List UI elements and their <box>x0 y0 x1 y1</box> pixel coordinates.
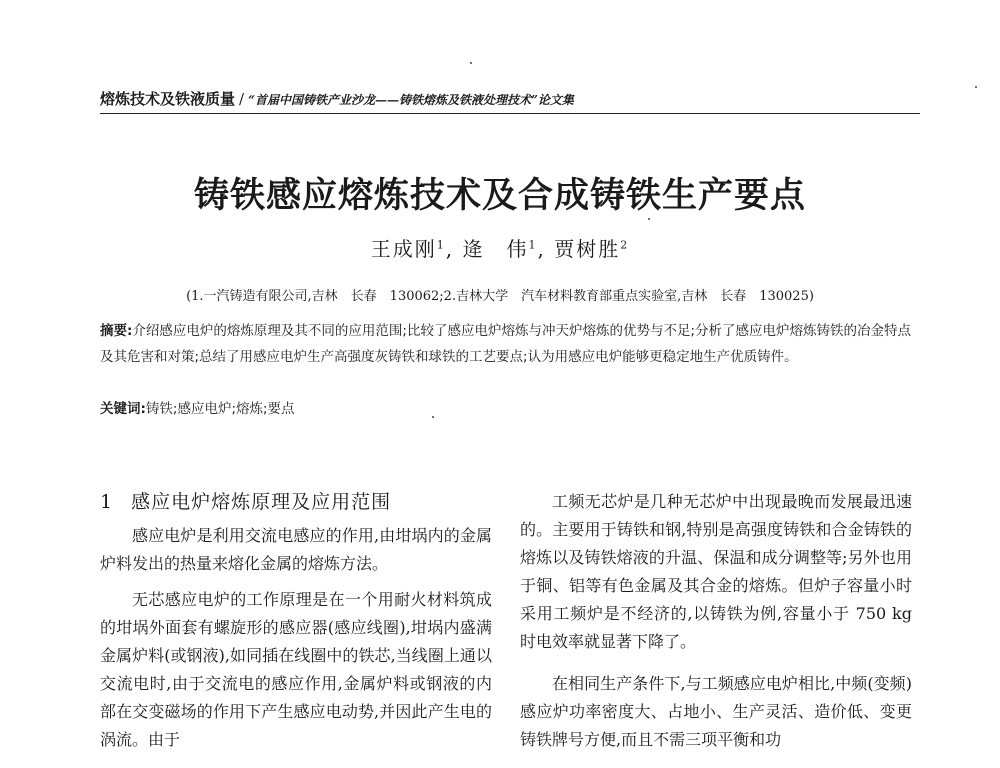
body-paragraph: 工频无芯炉是几种无芯炉中出现最晚而发展最迅速的。主要用于铸铁和钢,特别是高强度铸铁和合金铸铁的熔炼以及铸铁熔液的升温、保温和成分调整等;另外也用于铜、铝等有色金属及其合金的熔炼。但炉子容量小时采用工频炉是不经济的,以铸铁为例,容量小于 750 kg 时电效率就显著下降了。 <box>520 492 912 651</box>
abstract-text: 介绍感应电炉的熔炼原理及其不同的应用范围;比较了感应电炉熔炼与冲天炉熔炼的优势与不足;分析了感应电炉熔炼铸铁的冶金特点及其危害和对策;总结了用感应电炉生产高强度灰铸铁和球铁的工艺要点;认为用感应电炉能够更稳定地生产优质铸件。 <box>100 323 912 365</box>
scan-speck <box>432 416 434 418</box>
author-affil-mark: 1 <box>528 238 538 252</box>
scan-speck <box>975 86 977 88</box>
keywords-text: 铸铁;感应电炉;熔炼;要点 <box>145 401 295 417</box>
abstract <box>100 318 912 370</box>
abstract-label: 摘要: <box>100 323 133 339</box>
author-affil-mark: 2 <box>620 238 630 252</box>
section-title: 感应电炉熔炼原理及应用范围 <box>131 491 392 513</box>
scan-speck <box>470 62 472 64</box>
body-paragraph: 在相同生产条件下,与工频感应电炉相比,中频(变频)感应炉功率密度大、占地小、生产灵活、造价低、变更铸铁牌号方便,而且不需三项平衡和功 <box>520 674 912 749</box>
running-header <box>100 88 920 112</box>
right-column <box>520 488 912 768</box>
scan-speck <box>648 218 650 220</box>
author-name: 王成刚 <box>370 237 437 261</box>
body-paragraph: 无芯感应电炉的工作原理是在一个用耐火材料筑成的坩埚外面套有螺旋形的感应器(感应线圈),坩埚内盛满金属炉料(或钢液),如同插在线圈中的铁芯,当线圈上通以交流电时,由于交流电的感应作用,金属炉料或钢液的内部在交变磁场的作用下产生感应电动势,并因此产生电的涡流。由于 <box>100 590 492 749</box>
header-separator: / <box>239 90 245 108</box>
body-paragraph: 感应电炉是利用交流电感应的作用,由坩埚内的金属炉料发出的热量来熔化金属的熔炼方法。 <box>100 526 492 573</box>
keywords <box>100 398 912 420</box>
author-affil-mark: 1 <box>436 238 446 252</box>
author-list: 王成刚$^1$, 逄 伟$^1$, 贾树胜$^2$ <box>370 237 630 261</box>
affiliation: (1.一汽铸造有限公司,吉林 长春 130062;2.吉林大学 汽车材料教育部重点实验室,吉林 长春 130025) <box>186 289 814 304</box>
header-rule <box>100 113 920 114</box>
author-name: 贾树胜 <box>554 237 621 261</box>
left-column <box>100 488 492 762</box>
author-name: 逄 伟 <box>462 237 529 261</box>
section-heading <box>100 488 492 516</box>
header-section: 熔炼技术及铁液质量 <box>100 90 236 108</box>
section-number: 1 <box>100 491 114 513</box>
header-source: “首届中国铸铁产业沙龙——铸铁熔炼及铁液处理技术”论文集 <box>248 93 574 107</box>
keywords-label: 关键词: <box>100 401 146 417</box>
paper-title: 铸铁感应熔炼技术及合成铸铁生产要点 <box>193 176 806 216</box>
